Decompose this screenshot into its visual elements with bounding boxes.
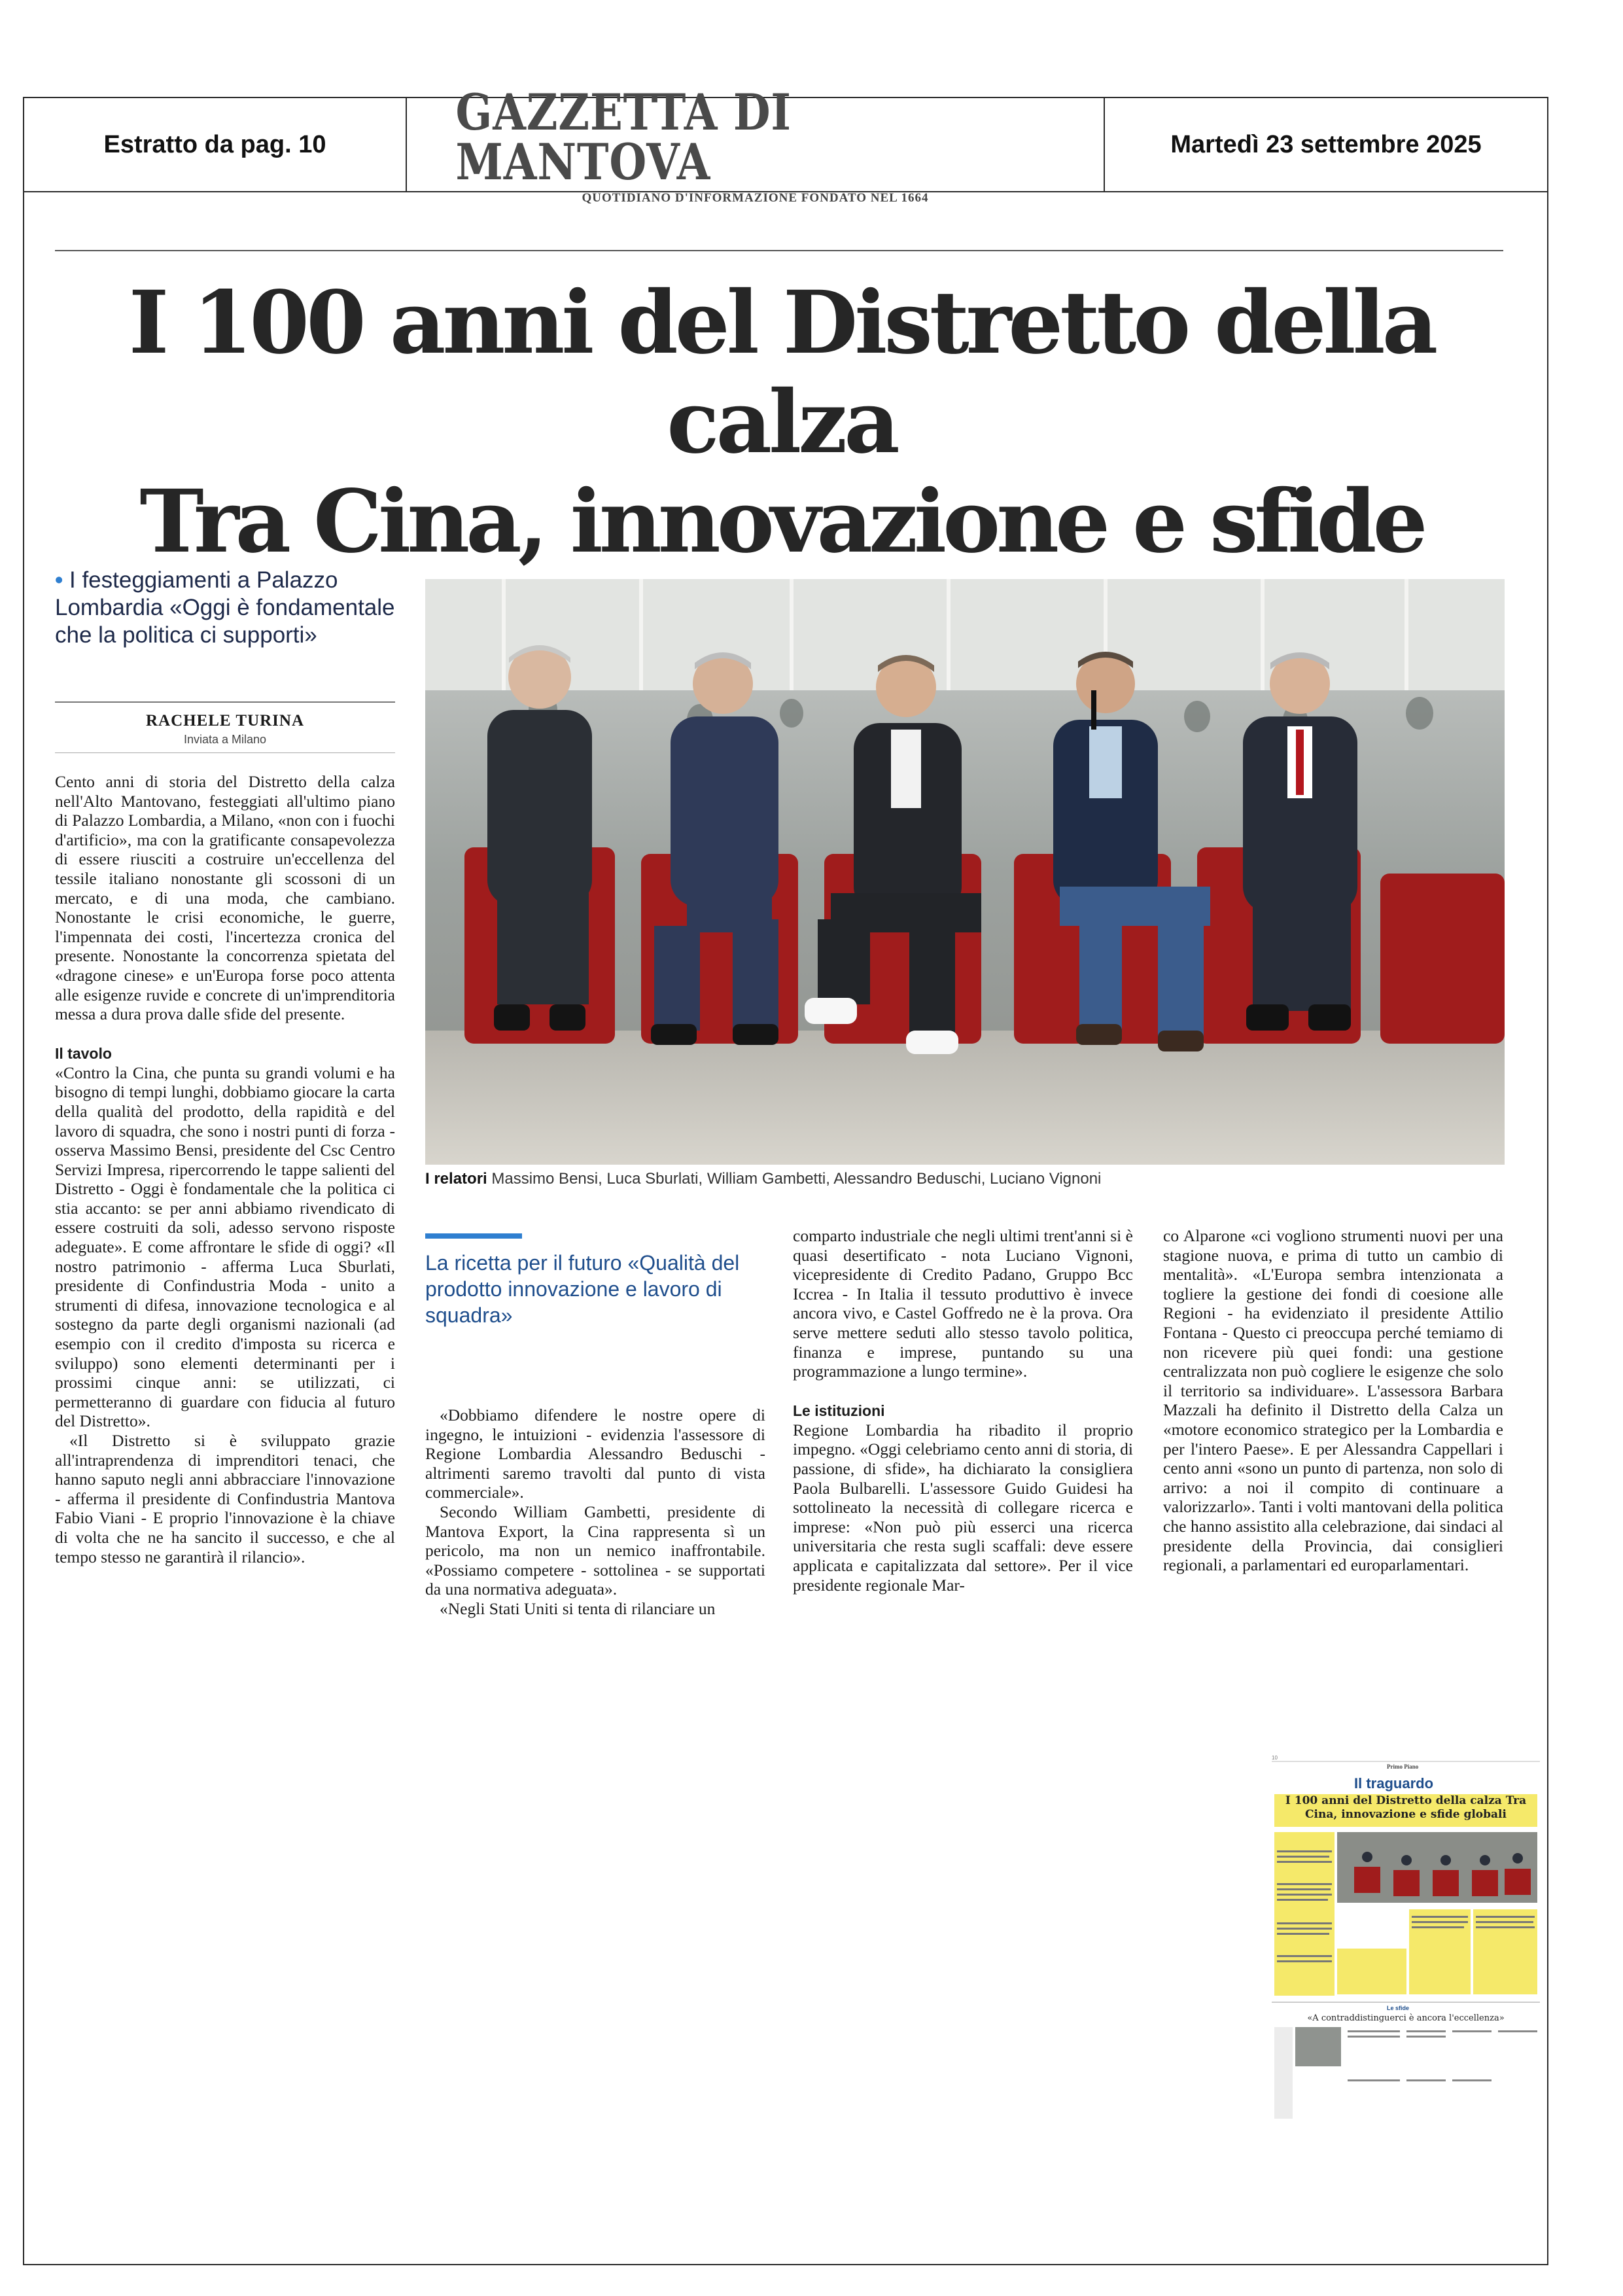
paragraph: «Dobbiamo difendere le nostre opere di ingegno, le intuizioni - evidenzia l'assessore di Regione Lombardia Alessandro Beduschi - altrimenti saremo travolti dal punto di vista commerciale».: [425, 1405, 765, 1502]
caption-label: I relatori: [425, 1170, 487, 1188]
author-role: Inviata a Milano: [183, 733, 267, 746]
paragraph: Regione Lombardia ha ribadito il proprio impegno. «Oggi celebriamo cento anni di storia, di passione, di sfide», ha dichiarato la consigliera Paola Bulbarelli. L'assessore Guido Guidesi ha sottolineato la necessità di collegare ricerca e imprese: «Non può più esserci una ricerca universitaria che resta sugli scaffali: deve essere applicata e capitalizzata dal settore». Per il vice presidente regionale Mar-: [793, 1420, 1133, 1595]
headline-line-1: I 100 anni del Distretto della calza: [128, 272, 1435, 473]
article-photo: [425, 579, 1505, 1165]
bullet-icon: •: [55, 567, 63, 593]
article-column-1: [55, 772, 395, 1566]
article-column-4: [1163, 1226, 1503, 1575]
thumb-headline: I 100 anni del Distretto della calza Tra Cina, innovazione e sfide globali: [1285, 1794, 1527, 1821]
thumb-section: Primo Piano: [1387, 1763, 1419, 1770]
extract-page-label: Estratto da pag. 10: [103, 130, 326, 158]
date-cell: [1105, 98, 1547, 191]
pullquote: La ricetta per il futuro «Qualità del prodotto innovazione e lavoro di squadra»: [425, 1251, 740, 1327]
paragraph: comparto industriale che negli ultimi trent'anni si è quasi desertificato - nota Luciano Vignoni, vicepresidente di Credito Padano, Gruppo Bcc Iccrea - In Italia il tessuto produttivo è invece ancora vivo, e Castel Goffredo ne è la prova. Ora serve mettere seduti allo stesso tavolo politica, finanza e imprese, puntando su una programmazione a lungo termine».: [793, 1226, 1133, 1381]
paragraph: co Alparone «ci vogliono strumenti nuovi per una stagione nuova, e prima di tutto un cambio di mentalità». «L'Europa sembra intenzionata a togliere la gestione dei fondi di coesione alle Regioni - ha evidenziato il presidente Attilio Fontana - Questo ci preoccupa perché temiamo di non ricevere più quei fondi: una gestione centralizzata non può cogliere le esigenze che solo il territorio sa individuare». L'assessora Barbara Mazzali ha definito il Distretto della Calza un «motore economico strategico per la Lombardia e per l'intero Paese». E per Alessandra Cappellari i cento anni «sono un punto di partenza, non solo di arrivo: a noi il compito di continuare a valorizzarlo». Tanti i volti mantovani della politica che hanno assistito alla celebrazione, dai sindaci al presidente della Provincia, dai consiglieri regionali, a parlamentari ed europarlamentari.: [1163, 1226, 1503, 1575]
paragraph: Cento anni di storia del Distretto della calza nell'Alto Mantovano, festeggiati all'ultimo piano di Palazzo Lombardia, a Milano, «non con i fuochi d'artificio», ma con la gratificante consapevolezza di essere riusciti a costruire un'eccellenza del tessile italiano nonostante gli scossoni di un mercato, e di una moda, che cambiano. Nonostante le crisi economiche, le guerre, l'impennata dei costi, l'incertezza cronica del presente. Nonostante la concorrenza spietata del «dragone cinese» e un'Europa forse poco attenta alle esigenze ruvide e concrete di un'imprenditoria messa a dura prova dalle sfide del presente.: [55, 772, 395, 1024]
masthead-cell: [407, 83, 1105, 205]
photo-caption: [425, 1170, 1505, 1188]
publication-date: Martedì 23 settembre 2025: [1170, 130, 1482, 158]
author-name: RACHELE TURINA: [145, 712, 305, 730]
pullquote-accent-bar: [425, 1233, 522, 1239]
article-column-3: [793, 1226, 1133, 1595]
thumb-page-number: 10: [1272, 1755, 1278, 1761]
page-thumbnail: [1269, 1752, 1543, 2120]
masthead-tagline: QUOTIDIANO D'INFORMAZIONE FONDATO NEL 1664: [582, 191, 929, 205]
thumb-sub-overline: Le sfide: [1387, 2005, 1410, 2011]
article-column-2: [425, 1405, 765, 1619]
thumb-overline: Il traguardo: [1354, 1775, 1434, 1792]
subhead-il-tavolo: Il tavolo: [55, 1044, 112, 1062]
headline-line-2: Tra Cina, innovazione e sfide: [139, 471, 1424, 573]
page-thumbnail-image: [1269, 1752, 1543, 2120]
article-kicker: [55, 567, 395, 649]
caption-names: Massimo Bensi, Luca Sburlati, William Gambetti, Alessandro Beduschi, Luciano Vignoni: [491, 1170, 1102, 1188]
subhead-le-istituzioni: Le istituzioni: [793, 1402, 885, 1419]
extract-cell: [24, 98, 407, 191]
byline-divider-bottom: [55, 752, 395, 753]
panel-speakers-photo: [425, 579, 1505, 1165]
headline-rule: [55, 250, 1503, 251]
paragraph: «Contro la Cina, che punta su grandi volumi e ha bisogno di tempi lunghi, dobbiamo giocare la carta della qualità del prodotto, della rapidità e del lavoro di squadra, che sono i nostri punti di forza - osserva Massimo Bensi, presidente del Csc Centro Servizi Impresa, ripercorrendo le tappe salienti del Distretto - Oggi è fondamentale che la politica ci stia accanto: se per anni abbiamo rivendicato di essere costruiti da soli, adesso servono risposte adeguate». E come affrontare le sfide di oggi? «Il nostro patrimonio - afferma Luca Sburlati, presidente di Confindustria Moda - unito a strumenti di difesa, innovazione tecnologica e al sostegno da parte degli organismi nazionali (ad esempio con il credito d'imposta su ricerca e sviluppo) sono elementi determinanti per i prossimi cinque anni: se utilizzati, ci permetteranno di guardare con fiducia al futuro del Distretto».: [55, 1063, 395, 1431]
thumb-sub-headline: «A contraddistinguerci è ancora l'eccellenza»: [1307, 2013, 1505, 2023]
paragraph: «Negli Stati Uniti si tenta di rilanciare un: [440, 1598, 716, 1618]
clipping-header: [23, 83, 1548, 205]
masthead-logo: GAZZETTA DI MANTOVA: [455, 83, 792, 191]
kicker-text: I festeggiamenti a Palazzo Lombardia «Oggi è fondamentale che la politica ci supporti»: [55, 567, 395, 648]
byline-divider: [55, 701, 395, 703]
paragraph: Secondo William Gambetti, presidente di Mantova Export, la Cina rappresenta sì un pericolo, ma non un nemico inaffrontabile. «Possiamo competere - sottolinea - se supportati da una normativa adeguata».: [425, 1502, 765, 1599]
paragraph: «Il Distretto si è sviluppato grazie all'intraprendenza di imprenditori tenaci, che hanno saputo negli anni abbracciare l'innovazione - afferma il presidente di Confindustria Mantova Fabio Viani - E proprio l'innovazione è la chiave di volta che ne ha sancito il successo, e che al tempo stesso ne garantirà il rilancio».: [55, 1431, 395, 1566]
